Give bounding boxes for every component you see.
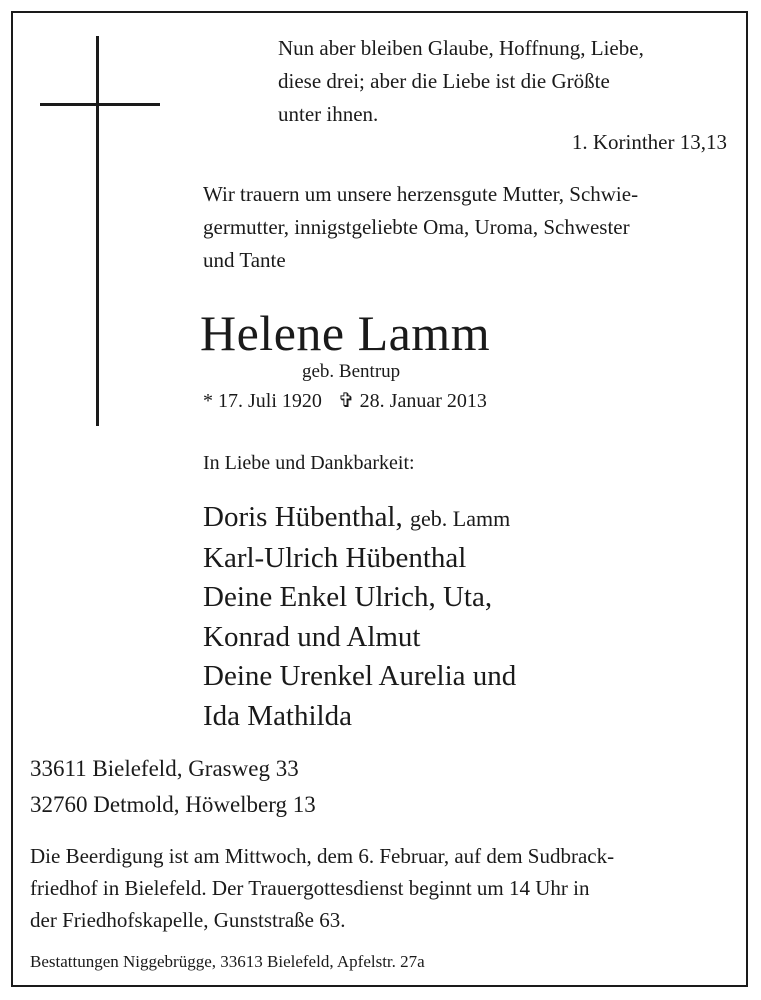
verse-line: unter ihnen. (278, 102, 379, 126)
mourner-line: Deine Urenkel Aurelia und (203, 660, 517, 692)
death-cross-icon: ✞ (337, 390, 355, 412)
funeral-line: Die Beerdigung ist am Mittwoch, dem 6. Februar, auf dem Sudbrack- (30, 844, 615, 868)
life-dates (203, 388, 487, 413)
birth-name: geb. Bentrup (302, 361, 401, 382)
mourner-line: Karl-Ulrich Hübenthal (203, 541, 467, 574)
verse-line: Nun aber bleiben Glaube, Hoffnung, Liebe, (278, 36, 644, 60)
mourner-birth-name: geb. Lamm (410, 506, 511, 531)
deceased-name: Helene Lamm (200, 305, 491, 361)
mourner-name: Doris Hübenthal, (203, 501, 403, 533)
address-line: 32760 Detmold, Höwelberg 13 (30, 792, 316, 817)
cross-vertical-bar (96, 36, 99, 426)
intro-line: germutter, innigstgeliebte Oma, Uroma, Schwester (203, 215, 630, 239)
mourner-line: Konrad und Almut (203, 620, 421, 653)
intro-line: Wir trauern um unsere herzensgute Mutter, Schwie- (203, 182, 639, 206)
mourners-list (203, 498, 516, 736)
mourning-intro (203, 178, 638, 277)
undertaker-info: Bestattungen Niggebrügge, 33613 Bielefeld, Apfelstr. 27a (30, 952, 425, 971)
birth-date: * 17. Juli 1920 (203, 390, 322, 412)
death-date: 28. Januar 2013 (359, 390, 487, 412)
verse-line: diese drei; aber die Liebe ist die Größte (278, 69, 610, 93)
mourner-line: Deine Enkel Ulrich, Uta, (203, 581, 493, 613)
address-line: 33611 Bielefeld, Grasweg 33 (30, 756, 299, 781)
mourners-heading: In Liebe und Dankbarkeit: (203, 452, 415, 474)
mourner-line (203, 498, 516, 539)
intro-line: und Tante (203, 248, 286, 272)
verse-reference: 1. Korinther 13,13 (571, 130, 727, 154)
bible-verse (278, 32, 644, 131)
addresses (30, 751, 316, 823)
funeral-line: friedhof in Bielefeld. Der Trauergottesdienst beginnt um 14 Uhr in (30, 876, 590, 900)
cross-horizontal-bar (40, 103, 160, 106)
mourner-line: Ida Mathilda (203, 699, 352, 732)
funeral-line: der Friedhofskapelle, Gunststraße 63. (30, 908, 346, 932)
funeral-notice (30, 840, 614, 936)
